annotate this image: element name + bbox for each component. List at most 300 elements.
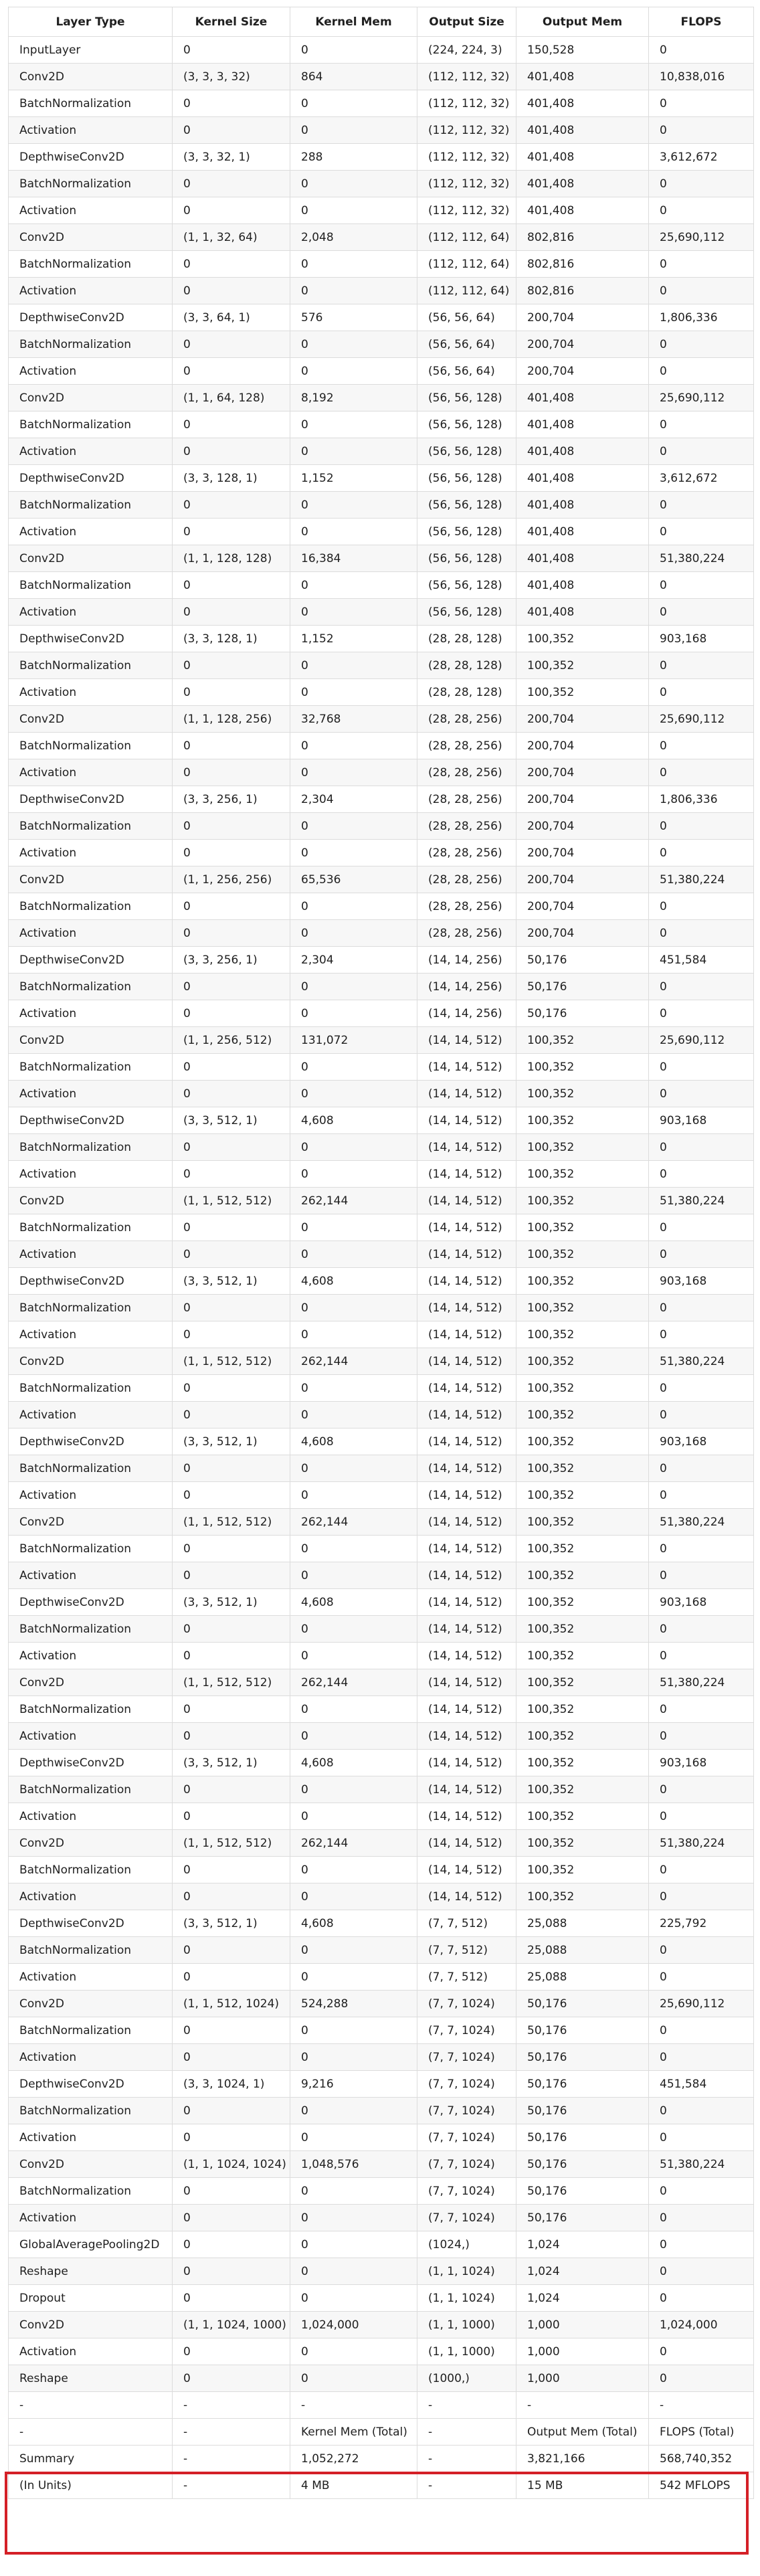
flops-cell: 0 — [649, 1536, 754, 1562]
kernel-size-cell: 0 — [173, 2258, 290, 2285]
kernel-size-cell: 0 — [173, 2365, 290, 2392]
table-row — [9, 706, 754, 733]
output-mem-cell: 401,408 — [516, 90, 649, 117]
flops-cell: 0 — [649, 1081, 754, 1107]
kernel-size-cell: 0 — [173, 1241, 290, 1268]
layer-type-cell: BatchNormalization — [9, 251, 173, 278]
output-size-cell: (14, 14, 512) — [417, 1241, 516, 1268]
kernel-mem-cell: 0 — [290, 1161, 417, 1188]
flops-cell: 0 — [649, 1937, 754, 1964]
kernel-size-cell: (3, 3, 512, 1) — [173, 1910, 290, 1937]
flops-cell: 25,690,112 — [649, 1027, 754, 1054]
output-mem-cell: 50,176 — [516, 947, 649, 974]
layer-type-cell: DepthwiseConv2D — [9, 1910, 173, 1937]
output-size-cell: (28, 28, 256) — [417, 706, 516, 733]
layer-type-cell: BatchNormalization — [9, 2178, 173, 2205]
flops-cell: 0 — [649, 974, 754, 1000]
table-row — [9, 733, 754, 759]
output-mem-cell: 100,352 — [516, 1375, 649, 1402]
table-row — [9, 117, 754, 144]
output-mem-cell: 100,352 — [516, 652, 649, 679]
output-size-cell: (56, 56, 128) — [417, 519, 516, 545]
kernel-mem-cell: 2,048 — [290, 224, 417, 251]
flops-cell: 0 — [649, 1321, 754, 1348]
output-mem-cell: 100,352 — [516, 1241, 649, 1268]
flops-cell: 0 — [649, 1723, 754, 1750]
kernel-mem-cell: 0 — [290, 1616, 417, 1643]
output-size-cell: (14, 14, 512) — [417, 1348, 516, 1375]
output-mem-cell: 100,352 — [516, 1295, 649, 1321]
table-row — [9, 1321, 754, 1348]
output-mem-cell: 100,352 — [516, 1589, 649, 1616]
layer-type-cell: BatchNormalization — [9, 171, 173, 197]
flops-cell: 0 — [649, 2124, 754, 2151]
layer-type-cell: DepthwiseConv2D — [9, 626, 173, 652]
output-size-cell: (112, 112, 64) — [417, 278, 516, 304]
flops-cell: FLOPS (Total) — [649, 2419, 754, 2446]
kernel-size-cell: (1, 1, 256, 512) — [173, 1027, 290, 1054]
output-mem-cell: 401,408 — [516, 519, 649, 545]
layer-type-cell: Conv2D — [9, 64, 173, 90]
output-mem-cell: 3,821,166 — [516, 2446, 649, 2472]
output-mem-cell: 100,352 — [516, 626, 649, 652]
output-size-cell: (112, 112, 64) — [417, 251, 516, 278]
output-size-cell: (14, 14, 512) — [417, 1589, 516, 1616]
output-size-cell: - — [417, 2446, 516, 2472]
kernel-mem-cell: 0 — [290, 1214, 417, 1241]
kernel-mem-cell: 4,608 — [290, 1429, 417, 1455]
flops-cell: 51,380,224 — [649, 1188, 754, 1214]
output-mem-cell: 200,704 — [516, 893, 649, 920]
flops-cell: 0 — [649, 1803, 754, 1830]
table-row — [9, 1054, 754, 1081]
layer-type-cell: DepthwiseConv2D — [9, 1750, 173, 1776]
output-mem-cell: 100,352 — [516, 1723, 649, 1750]
kernel-mem-cell: - — [290, 2392, 417, 2419]
table-row — [9, 438, 754, 465]
table-row — [9, 1295, 754, 1321]
flops-cell: 3,612,672 — [649, 465, 754, 492]
kernel-mem-cell: 0 — [290, 37, 417, 64]
kernel-size-cell: 0 — [173, 2124, 290, 2151]
kernel-size-cell: 0 — [173, 251, 290, 278]
flops-cell: 0 — [649, 2205, 754, 2231]
table-row — [9, 492, 754, 519]
table-row — [9, 920, 754, 947]
kernel-size-cell: (3, 3, 512, 1) — [173, 1429, 290, 1455]
kernel-size-cell: (3, 3, 512, 1) — [173, 1589, 290, 1616]
layer-type-cell: Conv2D — [9, 1509, 173, 1536]
output-mem-cell: 150,528 — [516, 37, 649, 64]
output-size-cell: (56, 56, 64) — [417, 358, 516, 385]
output-mem-cell: 100,352 — [516, 1455, 649, 1482]
table-row — [9, 385, 754, 411]
table-row — [9, 1536, 754, 1562]
kernel-size-cell: 0 — [173, 519, 290, 545]
kernel-mem-cell: 262,144 — [290, 1830, 417, 1857]
output-mem-cell: Output Mem (Total) — [516, 2419, 649, 2446]
kernel-size-cell: 0 — [173, 1857, 290, 1883]
kernel-size-cell: 0 — [173, 1803, 290, 1830]
kernel-mem-cell: 4,608 — [290, 1750, 417, 1776]
table-row — [9, 1776, 754, 1803]
layer-type-cell: BatchNormalization — [9, 893, 173, 920]
output-size-cell: (14, 14, 512) — [417, 1107, 516, 1134]
output-size-cell: (14, 14, 256) — [417, 1000, 516, 1027]
kernel-mem-cell: 4,608 — [290, 1268, 417, 1295]
table-row — [9, 1027, 754, 1054]
output-size-cell: (14, 14, 512) — [417, 1750, 516, 1776]
layer-type-cell: Conv2D — [9, 1027, 173, 1054]
flops-cell: 0 — [649, 37, 754, 64]
flops-cell: 0 — [649, 679, 754, 706]
flops-cell: 0 — [649, 438, 754, 465]
flops-cell: 568,740,352 — [649, 2446, 754, 2472]
output-mem-cell: 100,352 — [516, 1776, 649, 1803]
output-mem-cell: 1,024 — [516, 2258, 649, 2285]
table-row — [9, 2098, 754, 2124]
flops-cell: 0 — [649, 2178, 754, 2205]
kernel-mem-cell: 0 — [290, 759, 417, 786]
layer-type-cell: Activation — [9, 920, 173, 947]
flops-cell: 0 — [649, 652, 754, 679]
kernel-mem-cell: 9,216 — [290, 2071, 417, 2098]
kernel-mem-cell: Kernel Mem (Total) — [290, 2419, 417, 2446]
kernel-size-cell: 0 — [173, 90, 290, 117]
flops-cell: 0 — [649, 117, 754, 144]
table-row — [9, 1402, 754, 1429]
table-row — [9, 1348, 754, 1375]
layer-type-cell: BatchNormalization — [9, 652, 173, 679]
flops-cell: 0 — [649, 1562, 754, 1589]
kernel-size-cell: 0 — [173, 2231, 290, 2258]
layer-type-cell: Activation — [9, 1081, 173, 1107]
output-mem-cell: 100,352 — [516, 679, 649, 706]
layer-type-cell: (In Units) — [9, 2472, 173, 2499]
output-size-cell: (14, 14, 512) — [417, 1696, 516, 1723]
flops-cell: 903,168 — [649, 1589, 754, 1616]
flops-cell: 0 — [649, 1455, 754, 1482]
layer-type-cell: BatchNormalization — [9, 2098, 173, 2124]
layer-type-cell: Activation — [9, 1883, 173, 1910]
kernel-size-cell: 0 — [173, 1937, 290, 1964]
kernel-size-cell: 0 — [173, 117, 290, 144]
table-row — [9, 331, 754, 358]
kernel-mem-cell: 262,144 — [290, 1669, 417, 1696]
kernel-size-cell: 0 — [173, 278, 290, 304]
output-size-cell: (56, 56, 128) — [417, 385, 516, 411]
layer-type-cell: Conv2D — [9, 385, 173, 411]
output-mem-cell: 401,408 — [516, 144, 649, 171]
kernel-mem-cell: 0 — [290, 1857, 417, 1883]
kernel-mem-cell: 0 — [290, 2044, 417, 2071]
layer-type-cell: Activation — [9, 2205, 173, 2231]
kernel-size-cell: 0 — [173, 679, 290, 706]
kernel-mem-cell: 0 — [290, 1883, 417, 1910]
output-mem-cell: 100,352 — [516, 1268, 649, 1295]
header-output-size: Output Size — [417, 7, 516, 37]
kernel-mem-cell: 4,608 — [290, 1910, 417, 1937]
layer-type-cell: DepthwiseConv2D — [9, 947, 173, 974]
kernel-mem-cell: 1,024,000 — [290, 2312, 417, 2338]
kernel-size-cell: (1, 1, 512, 512) — [173, 1509, 290, 1536]
kernel-mem-cell: 0 — [290, 572, 417, 599]
flops-cell: 0 — [649, 893, 754, 920]
table-row — [9, 2124, 754, 2151]
flops-cell: 903,168 — [649, 1750, 754, 1776]
output-mem-cell: 100,352 — [516, 1081, 649, 1107]
layer-type-cell: BatchNormalization — [9, 1455, 173, 1482]
output-mem-cell: 200,704 — [516, 706, 649, 733]
table-row — [9, 358, 754, 385]
table-row — [9, 1161, 754, 1188]
table-row — [9, 1268, 754, 1295]
output-mem-cell: 401,408 — [516, 545, 649, 572]
flops-cell: 0 — [649, 1375, 754, 1402]
output-size-cell: (14, 14, 512) — [417, 1616, 516, 1643]
table-row — [9, 1375, 754, 1402]
output-mem-cell: 802,816 — [516, 251, 649, 278]
layer-type-cell: Activation — [9, 1643, 173, 1669]
kernel-size-cell: (1, 1, 128, 256) — [173, 706, 290, 733]
layer-type-cell: BatchNormalization — [9, 1214, 173, 1241]
flops-cell: 0 — [649, 1776, 754, 1803]
kernel-size-cell: 0 — [173, 1214, 290, 1241]
output-mem-cell: 25,088 — [516, 1937, 649, 1964]
table-row — [9, 759, 754, 786]
kernel-mem-cell: 1,052,272 — [290, 2446, 417, 2472]
kernel-size-cell: (3, 3, 3, 32) — [173, 64, 290, 90]
output-size-cell: (14, 14, 512) — [417, 1081, 516, 1107]
output-mem-cell: 100,352 — [516, 1321, 649, 1348]
table-row — [9, 1134, 754, 1161]
kernel-size-cell: 0 — [173, 358, 290, 385]
layer-type-cell: BatchNormalization — [9, 1134, 173, 1161]
kernel-mem-cell: 0 — [290, 1937, 417, 1964]
kernel-mem-cell: 32,768 — [290, 706, 417, 733]
output-size-cell: (56, 56, 128) — [417, 465, 516, 492]
output-size-cell: (14, 14, 512) — [417, 1669, 516, 1696]
output-size-cell: (7, 7, 1024) — [417, 2017, 516, 2044]
layer-type-cell: Activation — [9, 2124, 173, 2151]
output-mem-cell: 401,408 — [516, 197, 649, 224]
kernel-size-cell: 0 — [173, 2098, 290, 2124]
output-size-cell: - — [417, 2472, 516, 2499]
output-size-cell: (7, 7, 1024) — [417, 2124, 516, 2151]
table-row — [9, 545, 754, 572]
kernel-mem-cell: 0 — [290, 1054, 417, 1081]
layer-type-cell: Activation — [9, 840, 173, 866]
flops-cell: 0 — [649, 358, 754, 385]
kernel-size-cell: - — [173, 2446, 290, 2472]
kernel-size-cell: (1, 1, 512, 512) — [173, 1188, 290, 1214]
kernel-mem-cell: 0 — [290, 1562, 417, 1589]
table-row — [9, 411, 754, 438]
table-row — [9, 1723, 754, 1750]
kernel-size-cell: 0 — [173, 438, 290, 465]
output-mem-cell: 100,352 — [516, 1616, 649, 1643]
output-mem-cell: 100,352 — [516, 1883, 649, 1910]
layer-type-cell: DepthwiseConv2D — [9, 304, 173, 331]
table-row — [9, 893, 754, 920]
kernel-size-cell: 0 — [173, 1161, 290, 1188]
flops-cell: 0 — [649, 1134, 754, 1161]
table-row — [9, 1616, 754, 1643]
flops-cell: 0 — [649, 1696, 754, 1723]
kernel-mem-cell: 4,608 — [290, 1107, 417, 1134]
layer-type-cell: BatchNormalization — [9, 2017, 173, 2044]
kernel-size-cell: 0 — [173, 893, 290, 920]
flops-cell: 0 — [649, 1054, 754, 1081]
output-mem-cell: 200,704 — [516, 358, 649, 385]
table-row — [9, 866, 754, 893]
output-mem-cell: 100,352 — [516, 1429, 649, 1455]
table-row — [9, 1188, 754, 1214]
kernel-size-cell: 0 — [173, 1482, 290, 1509]
kernel-mem-cell: 0 — [290, 1321, 417, 1348]
layer-type-cell: Activation — [9, 438, 173, 465]
kernel-mem-cell: 0 — [290, 117, 417, 144]
flops-cell: 0 — [649, 920, 754, 947]
kernel-size-cell: (1, 1, 1024, 1000) — [173, 2312, 290, 2338]
flops-cell: 903,168 — [649, 626, 754, 652]
kernel-mem-cell: 0 — [290, 1375, 417, 1402]
table-row — [9, 2285, 754, 2312]
kernel-size-cell: 0 — [173, 1562, 290, 1589]
layer-type-cell: BatchNormalization — [9, 1536, 173, 1562]
output-mem-cell: 100,352 — [516, 1830, 649, 1857]
header-output-mem: Output Mem — [516, 7, 649, 37]
layer-type-cell: Activation — [9, 519, 173, 545]
table-row — [9, 278, 754, 304]
output-size-cell: (28, 28, 256) — [417, 733, 516, 759]
kernel-size-cell: - — [173, 2472, 290, 2499]
output-size-cell: (14, 14, 512) — [417, 1776, 516, 1803]
layer-type-cell: BatchNormalization — [9, 1696, 173, 1723]
kernel-size-cell: 0 — [173, 733, 290, 759]
kernel-size-cell: 0 — [173, 2285, 290, 2312]
flops-cell: 0 — [649, 331, 754, 358]
output-mem-cell: 50,176 — [516, 2044, 649, 2071]
kernel-mem-cell: 0 — [290, 278, 417, 304]
output-mem-cell: 100,352 — [516, 1348, 649, 1375]
kernel-size-cell: 0 — [173, 1000, 290, 1027]
output-mem-cell: 1,000 — [516, 2338, 649, 2365]
table-row — [9, 2205, 754, 2231]
layer-type-cell: GlobalAveragePooling2D — [9, 2231, 173, 2258]
kernel-size-cell: 0 — [173, 1134, 290, 1161]
kernel-mem-cell: 0 — [290, 1964, 417, 1991]
layer-type-cell: Activation — [9, 197, 173, 224]
table-row — [9, 37, 754, 64]
output-mem-cell: 25,088 — [516, 1964, 649, 1991]
table-row — [9, 2365, 754, 2392]
output-size-cell: - — [417, 2392, 516, 2419]
layer-type-cell: DepthwiseConv2D — [9, 465, 173, 492]
output-size-cell: (28, 28, 256) — [417, 893, 516, 920]
kernel-mem-cell: 0 — [290, 1536, 417, 1562]
output-size-cell: (14, 14, 512) — [417, 1375, 516, 1402]
table-row — [9, 1669, 754, 1696]
layer-type-cell: BatchNormalization — [9, 1937, 173, 1964]
kernel-size-cell: (1, 1, 64, 128) — [173, 385, 290, 411]
table-row — [9, 1107, 754, 1134]
flops-cell: 0 — [649, 1857, 754, 1883]
output-mem-cell: 100,352 — [516, 1134, 649, 1161]
flops-cell: 0 — [649, 1883, 754, 1910]
kernel-mem-cell: 0 — [290, 2205, 417, 2231]
table-row — [9, 2231, 754, 2258]
kernel-mem-cell: 8,192 — [290, 385, 417, 411]
output-size-cell: (28, 28, 256) — [417, 840, 516, 866]
kernel-size-cell: 0 — [173, 2044, 290, 2071]
kernel-size-cell: 0 — [173, 1321, 290, 1348]
layer-type-cell: Activation — [9, 1241, 173, 1268]
layer-type-cell: Activation — [9, 1723, 173, 1750]
layer-type-cell: Conv2D — [9, 1669, 173, 1696]
kernel-mem-cell: 524,288 — [290, 1991, 417, 2017]
kernel-mem-cell: 0 — [290, 1081, 417, 1107]
table-row — [9, 947, 754, 974]
flops-cell: 0 — [649, 1214, 754, 1241]
table-header-row — [9, 7, 754, 37]
output-mem-cell: 50,176 — [516, 2098, 649, 2124]
table-row — [9, 1509, 754, 1536]
layer-type-cell: Conv2D — [9, 866, 173, 893]
table-row — [9, 786, 754, 813]
kernel-size-cell: 0 — [173, 411, 290, 438]
output-size-cell: (14, 14, 512) — [417, 1429, 516, 1455]
layer-type-cell: BatchNormalization — [9, 90, 173, 117]
output-size-cell: (14, 14, 512) — [417, 1509, 516, 1536]
output-mem-cell: 100,352 — [516, 1027, 649, 1054]
layer-summary-table — [8, 7, 754, 2499]
output-mem-cell: 200,704 — [516, 786, 649, 813]
kernel-mem-cell: 0 — [290, 1723, 417, 1750]
layer-type-cell: BatchNormalization — [9, 492, 173, 519]
flops-cell: 0 — [649, 1295, 754, 1321]
kernel-mem-cell: 0 — [290, 840, 417, 866]
output-size-cell: (1000,) — [417, 2365, 516, 2392]
kernel-size-cell: 0 — [173, 1081, 290, 1107]
kernel-mem-cell: 0 — [290, 2231, 417, 2258]
output-size-cell: (14, 14, 512) — [417, 1536, 516, 1562]
output-size-cell: (14, 14, 512) — [417, 1803, 516, 1830]
flops-cell: 225,792 — [649, 1910, 754, 1937]
kernel-mem-cell: 576 — [290, 304, 417, 331]
flops-cell: 0 — [649, 519, 754, 545]
kernel-mem-cell: 0 — [290, 893, 417, 920]
kernel-size-cell: (3, 3, 512, 1) — [173, 1268, 290, 1295]
kernel-mem-cell: 262,144 — [290, 1509, 417, 1536]
layer-type-cell: Activation — [9, 759, 173, 786]
header-kernel-size: Kernel Size — [173, 7, 290, 37]
kernel-size-cell: 0 — [173, 2338, 290, 2365]
summary-row — [9, 2446, 754, 2472]
header-flops: FLOPS — [649, 7, 754, 37]
output-size-cell: (112, 112, 64) — [417, 224, 516, 251]
flops-cell: 0 — [649, 2098, 754, 2124]
layer-type-cell: DepthwiseConv2D — [9, 1107, 173, 1134]
kernel-mem-cell: 0 — [290, 2178, 417, 2205]
output-mem-cell: 100,352 — [516, 1857, 649, 1883]
flops-cell: 0 — [649, 1402, 754, 1429]
layer-type-cell: BatchNormalization — [9, 733, 173, 759]
layer-type-cell: DepthwiseConv2D — [9, 1268, 173, 1295]
output-mem-cell: 50,176 — [516, 2178, 649, 2205]
flops-cell: 0 — [649, 1643, 754, 1669]
output-size-cell: (224, 224, 3) — [417, 37, 516, 64]
